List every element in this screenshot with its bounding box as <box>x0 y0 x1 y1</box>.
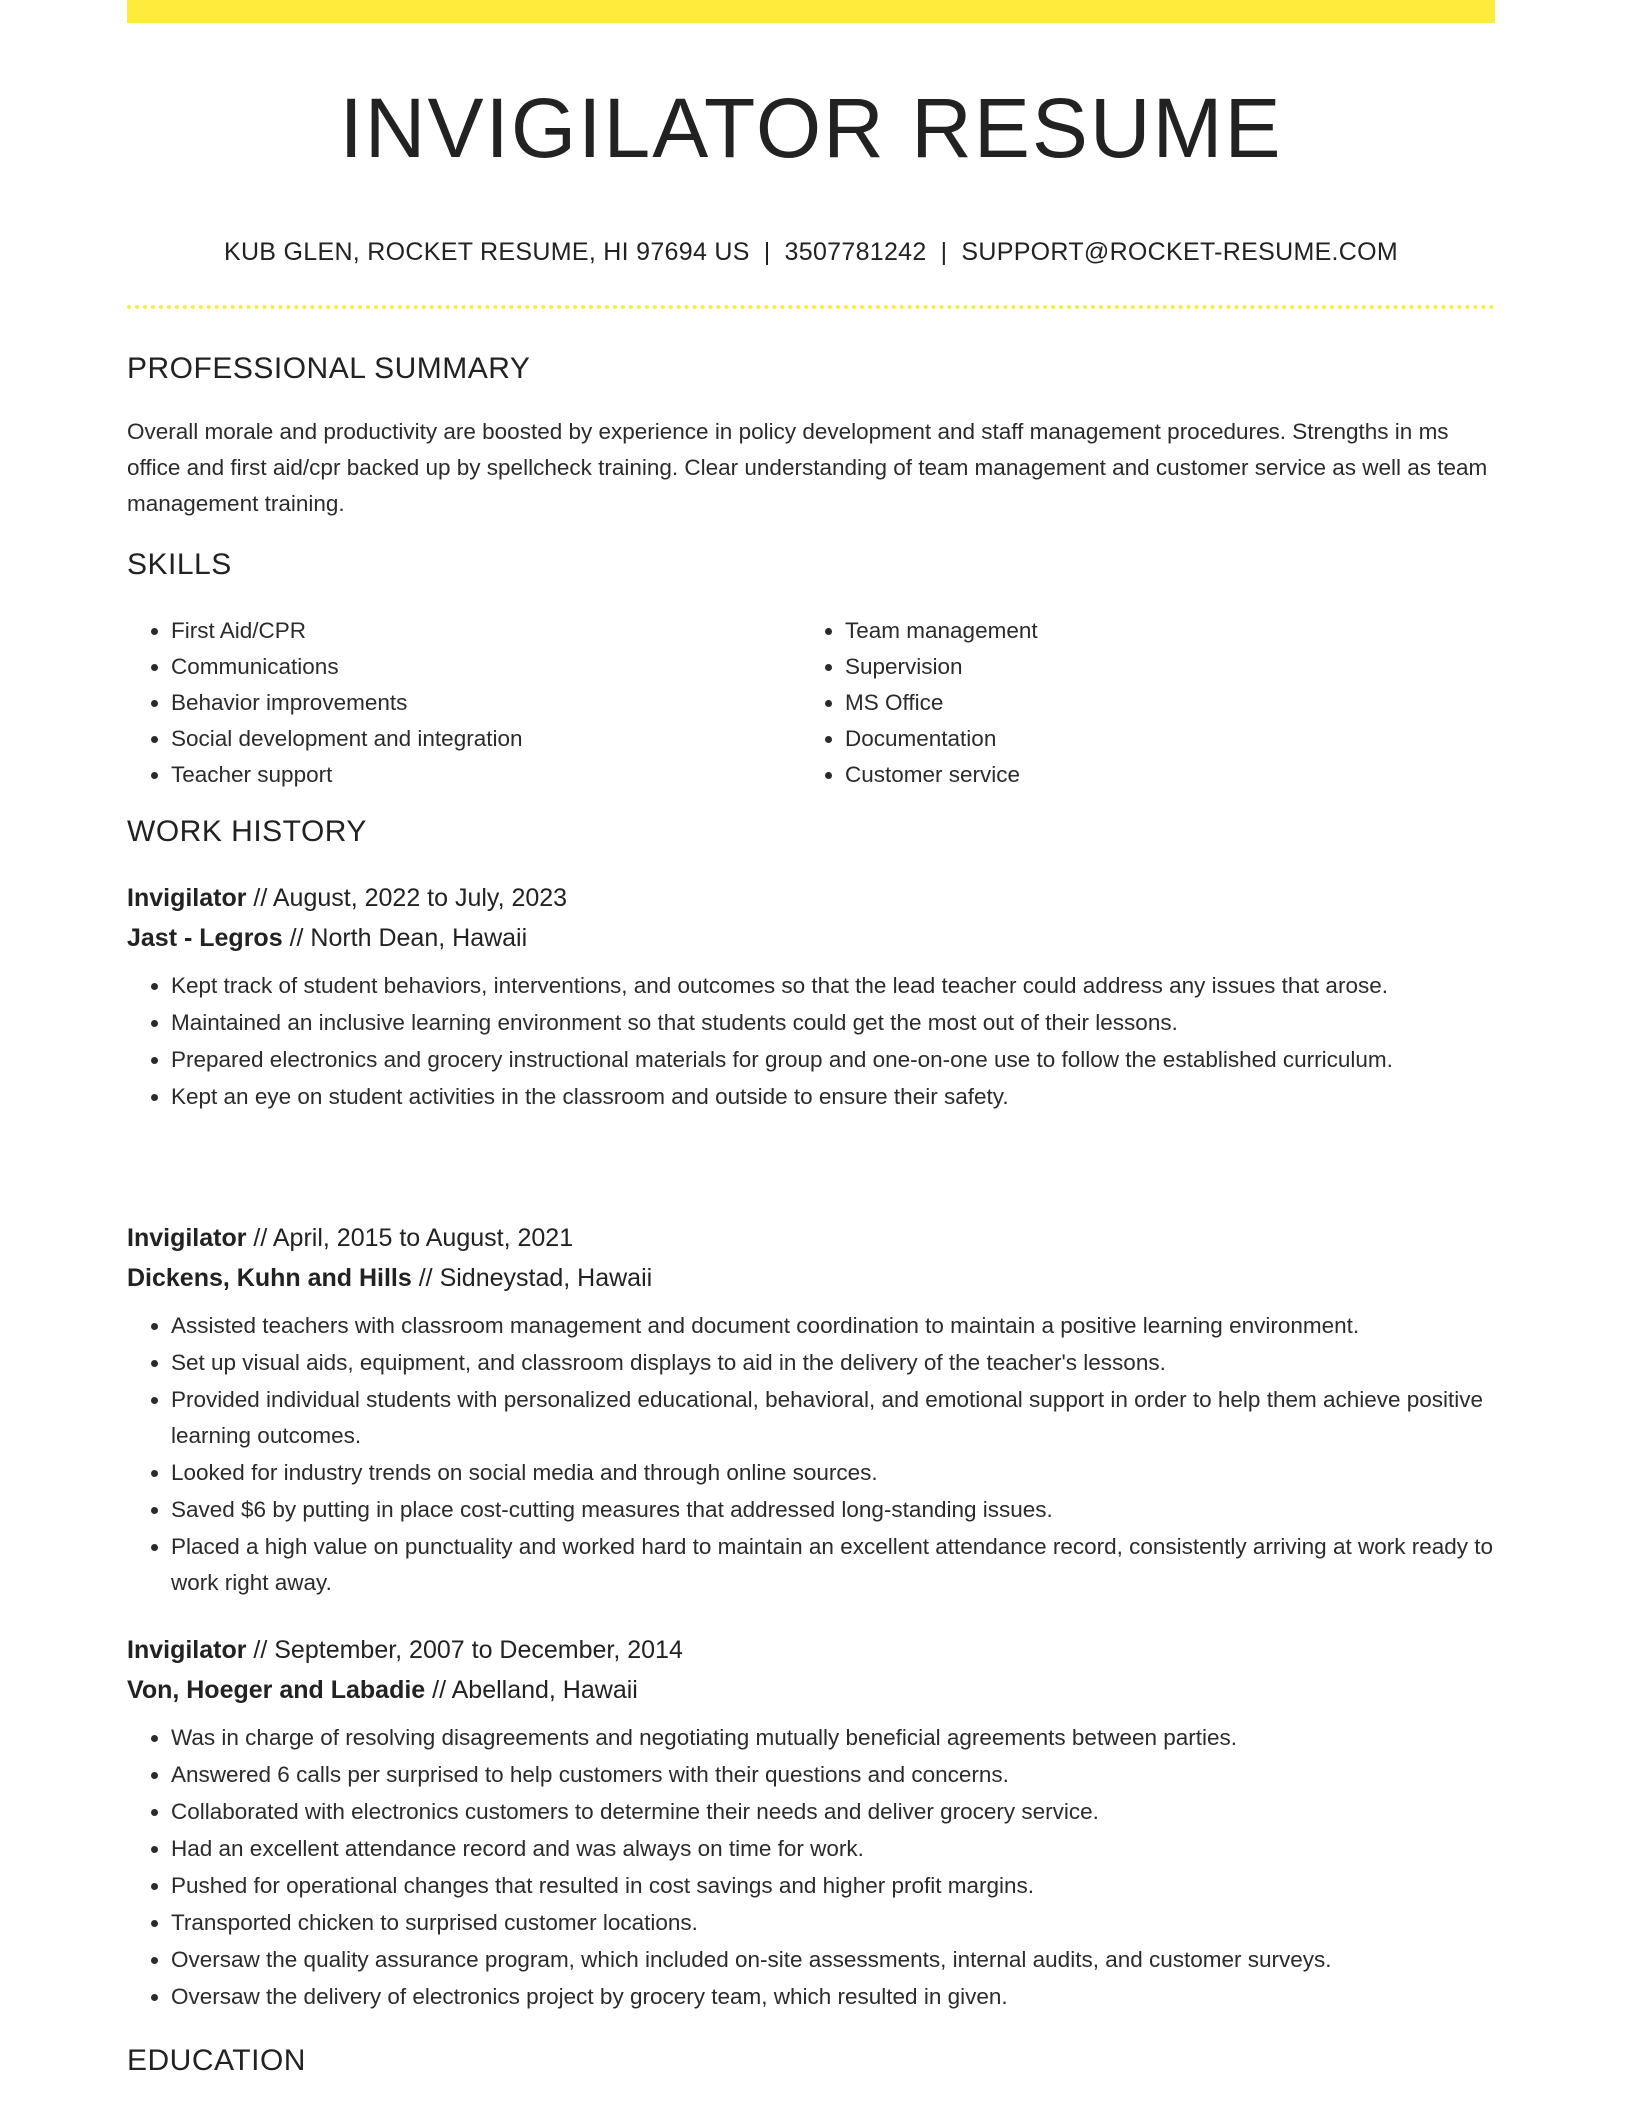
job-bullet: • Prepared electronics and grocery instructional materials for group and one-on-one use to follow the established curriculum. <box>171 1042 1495 1078</box>
job-bullet: • Pushed for operational changes that resulted in cost savings and higher profit margins. <box>171 1868 1495 1904</box>
contact-separator: | <box>763 238 771 266</box>
job-bullet: • Kept an eye on student activities in the classroom and outside to ensure their safety. <box>171 1079 1495 1115</box>
contact-separator: | <box>940 238 948 266</box>
job-role-line <box>127 1218 1495 1258</box>
job-bullet: • Oversaw the quality assurance program, which included on-site assessments, internal audits, and customer surveys. <box>171 1942 1495 1978</box>
job-location: // Abelland, Hawaii <box>432 1676 638 1704</box>
skill-item: • Documentation <box>845 721 1038 757</box>
skill-item: • Customer service <box>845 757 1038 793</box>
job-title: Invigilator <box>127 884 247 912</box>
top-accent-bar <box>127 0 1495 23</box>
contact-line <box>127 238 1495 267</box>
job-company-line <box>127 918 1495 958</box>
skill-item: • Supervision <box>845 649 1038 685</box>
job-bullet: • Was in charge of resolving disagreements and negotiating mutually beneficial agreements between parties. <box>171 1720 1495 1756</box>
contact-address: KUB GLEN, ROCKET RESUME, HI 97694 US <box>223 238 750 266</box>
job-bullets <box>127 968 1495 1115</box>
job-dates: // September, 2007 to December, 2014 <box>253 1636 683 1664</box>
job-entry <box>127 1218 1495 1602</box>
job-title: Invigilator <box>127 1636 247 1664</box>
education-heading: EDUCATION <box>127 2044 306 2077</box>
job-bullet: • Oversaw the delivery of electronics project by grocery team, which resulted in given. <box>171 1979 1495 2015</box>
skill-item: • MS Office <box>845 685 1038 721</box>
job-role-line <box>127 878 1495 918</box>
skill-item: • Behavior improvements <box>171 685 523 721</box>
job-bullet: • Transported chicken to surprised customer locations. <box>171 1905 1495 1941</box>
header-divider <box>127 305 1495 309</box>
job-company-line <box>127 1258 1495 1298</box>
job-dates: // April, 2015 to August, 2021 <box>253 1224 574 1252</box>
skills-heading: SKILLS <box>127 548 232 581</box>
job-bullet: • Assisted teachers with classroom management and document coordination to maintain a positive learning environment. <box>171 1308 1495 1344</box>
job-bullet: • Answered 6 calls per surprised to help customers with their questions and concerns. <box>171 1757 1495 1793</box>
job-location: // Sidneystad, Hawaii <box>418 1264 653 1292</box>
job-bullet: • Set up visual aids, equipment, and classroom displays to aid in the delivery of the teacher's lessons. <box>171 1345 1495 1381</box>
job-bullet: • Kept track of student behaviors, interventions, and outcomes so that the lead teacher could address any issues that arose. <box>171 968 1495 1004</box>
contact-phone: 3507781242 <box>784 238 927 266</box>
job-company-line <box>127 1670 1495 1710</box>
job-company: Jast - Legros <box>127 924 283 952</box>
job-bullet: • Looked for industry trends on social media and through online sources. <box>171 1455 1495 1491</box>
job-company: Dickens, Kuhn and Hills <box>127 1264 412 1292</box>
job-title: Invigilator <box>127 1224 247 1252</box>
job-bullet: • Collaborated with electronics customers to determine their needs and deliver grocery service. <box>171 1794 1495 1830</box>
job-location: // North Dean, Hawaii <box>289 924 528 952</box>
skill-item: • Teacher support <box>171 757 523 793</box>
skill-item: • First Aid/CPR <box>171 613 523 649</box>
skills-column-2 <box>801 613 1038 793</box>
job-bullet: • Provided individual students with personalized educational, behavioral, and emotional support in order to help them achieve positive learning outcomes. <box>171 1382 1495 1454</box>
skill-item: • Team management <box>845 613 1038 649</box>
job-bullets <box>127 1308 1495 1601</box>
skill-item: • Communications <box>171 649 523 685</box>
skills-column-1 <box>127 613 523 793</box>
skill-item: • Social development and integration <box>171 721 523 757</box>
job-role-line <box>127 1630 1495 1670</box>
job-bullets <box>127 1720 1495 2015</box>
contact-email: SUPPORT@ROCKET-RESUME.COM <box>961 238 1399 266</box>
job-entry <box>127 1630 1495 2016</box>
summary-heading: PROFESSIONAL SUMMARY <box>127 352 531 385</box>
job-entry <box>127 878 1495 1116</box>
job-bullet: • Had an excellent attendance record and was always on time for work. <box>171 1831 1495 1867</box>
job-dates: // August, 2022 to July, 2023 <box>253 884 568 912</box>
job-bullet: • Saved $6 by putting in place cost-cutting measures that addressed long-standing issues. <box>171 1492 1495 1528</box>
work-history-heading: WORK HISTORY <box>127 815 367 848</box>
job-bullet: • Maintained an inclusive learning environment so that students could get the most out of their lessons. <box>171 1005 1495 1041</box>
job-company: Von, Hoeger and Labadie <box>127 1676 426 1704</box>
resume-title: INVIGILATOR RESUME <box>339 81 1283 175</box>
job-bullet: • Placed a high value on punctuality and worked hard to maintain an excellent attendance record, consistently arriving at work ready to work right away. <box>171 1529 1495 1601</box>
summary-text: Overall morale and productivity are boosted by experience in policy development and staff management procedures. Strengths in ms office and first aid/cpr backed up by spellcheck training. Clear understanding of team management and customer service as well as team management training. <box>127 419 1488 516</box>
